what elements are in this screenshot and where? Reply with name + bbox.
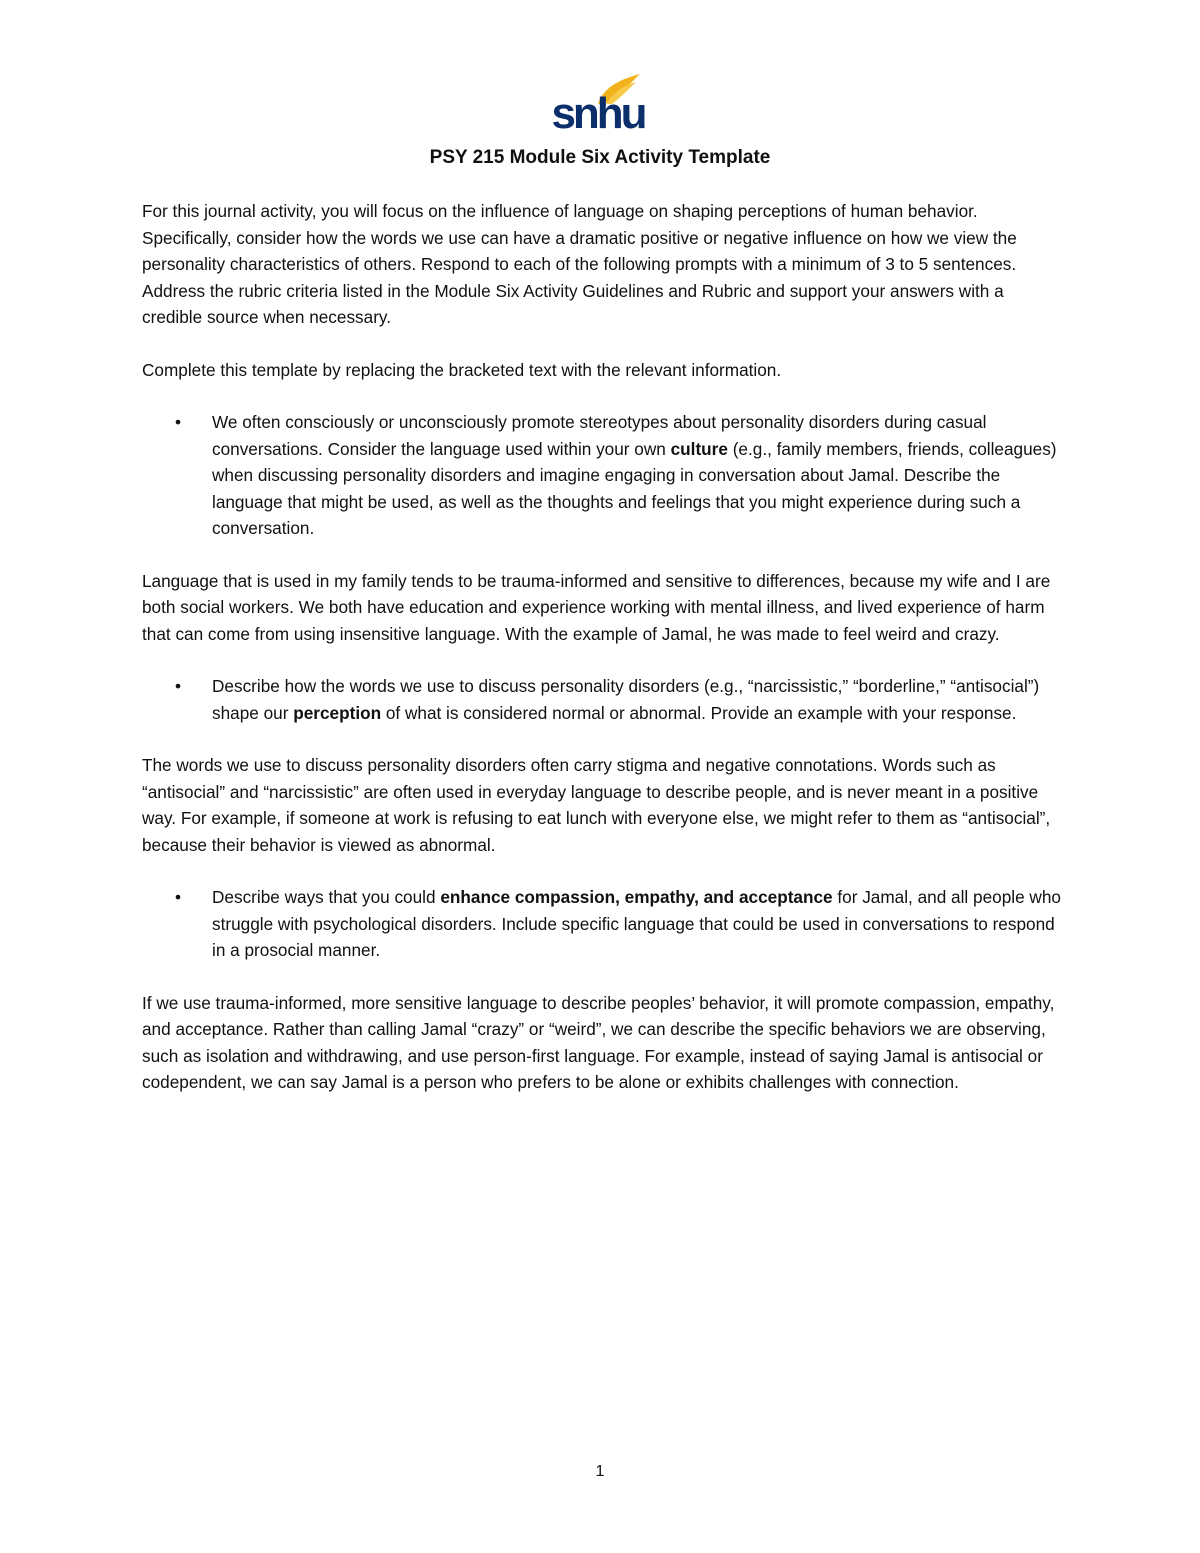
answer-2: The words we use to discuss personality disorders often carry stigma and negative connotations. Words such as “antisocial” and “narcissistic” are often used in everyday language to describe people, and is never meant in a positive way. For example, if someone at work is refusing to eat lunch with everyone else, we might refer to them as “antisocial”, because their behavior is viewed as abnormal. bbox=[142, 755, 1051, 855]
intro-paragraph: For this journal activity, you will focus on the influence of language on shaping perceptions of human behavior. Specifically, consider how the words we use can have a dramatic positive or negative influence on how we view the personality characteristics of others. Respond to each of the following prompts with a minimum of 3 to 5 sentences. Address the rubric criteria listed in the Module Six Activity Guidelines and Rubric and support your answers with a credible source when necessary. bbox=[142, 201, 1017, 327]
prompt-list-2 bbox=[142, 673, 1062, 726]
snhu-logo bbox=[548, 72, 648, 138]
prompt-list-1 bbox=[142, 409, 1062, 542]
page-number: 1 bbox=[595, 1463, 605, 1480]
answer-1: Language that is used in my family tends to be trauma-informed and sensitive to differences, because my wife and I are both social workers. We both have education and experience working with mental illness, and lived experience of harm that can come from using insensitive language. With the example of Jamal, he was made to feel weird and crazy. bbox=[142, 570, 1051, 644]
prompt-2: • Describe how the words we use to discuss personality disorders (e.g., “narcissistic,” “borderline,” “antisocial”) shape our perception of what is considered normal or abnormal. Provide an example with your response. bbox=[212, 673, 1062, 726]
answer-3: If we use trauma-informed, more sensitive language to describe peoples’ behavior, it will promote compassion, empathy, and acceptance. Rather than calling Jamal “crazy” or “weird”, we can describe the specific behaviors we are observing, such as isolation and withdrawing, and use person-first language. For example, instead of saying Jamal is antisocial or codependent, we can say Jamal is a person who prefers to be alone or exhibits challenges with connection. bbox=[142, 992, 1055, 1092]
bullet-icon: • bbox=[174, 676, 182, 696]
bullet-icon: • bbox=[174, 412, 182, 432]
prompt-3: • Describe ways that you could enhance compassion, empathy, and acceptance for Jamal, and all people who struggle with psychological disorders. Include specific language that could be used in conversations to respond in a prosocial manner. bbox=[212, 884, 1062, 964]
bullet-icon: • bbox=[174, 887, 182, 907]
instruction-paragraph: Complete this template by replacing the bracketed text with the relevant information. bbox=[142, 359, 782, 380]
document-body bbox=[142, 198, 1062, 1122]
document-title: PSY 215 Module Six Activity Template bbox=[429, 147, 771, 168]
prompt-1: • We often consciously or unconsciously promote stereotypes about personality disorders during casual conversations. Consider the language used within your own culture (e.g., family members, friends, colleagues) when discussing personality disorders and imagine engaging in conversation about Jamal. Describe the language that might be used, as well as the thoughts and feelings that you might experience during such a conversation. bbox=[212, 409, 1062, 542]
prompt-list-3 bbox=[142, 884, 1062, 964]
logo-wordmark: snhu bbox=[551, 89, 645, 138]
